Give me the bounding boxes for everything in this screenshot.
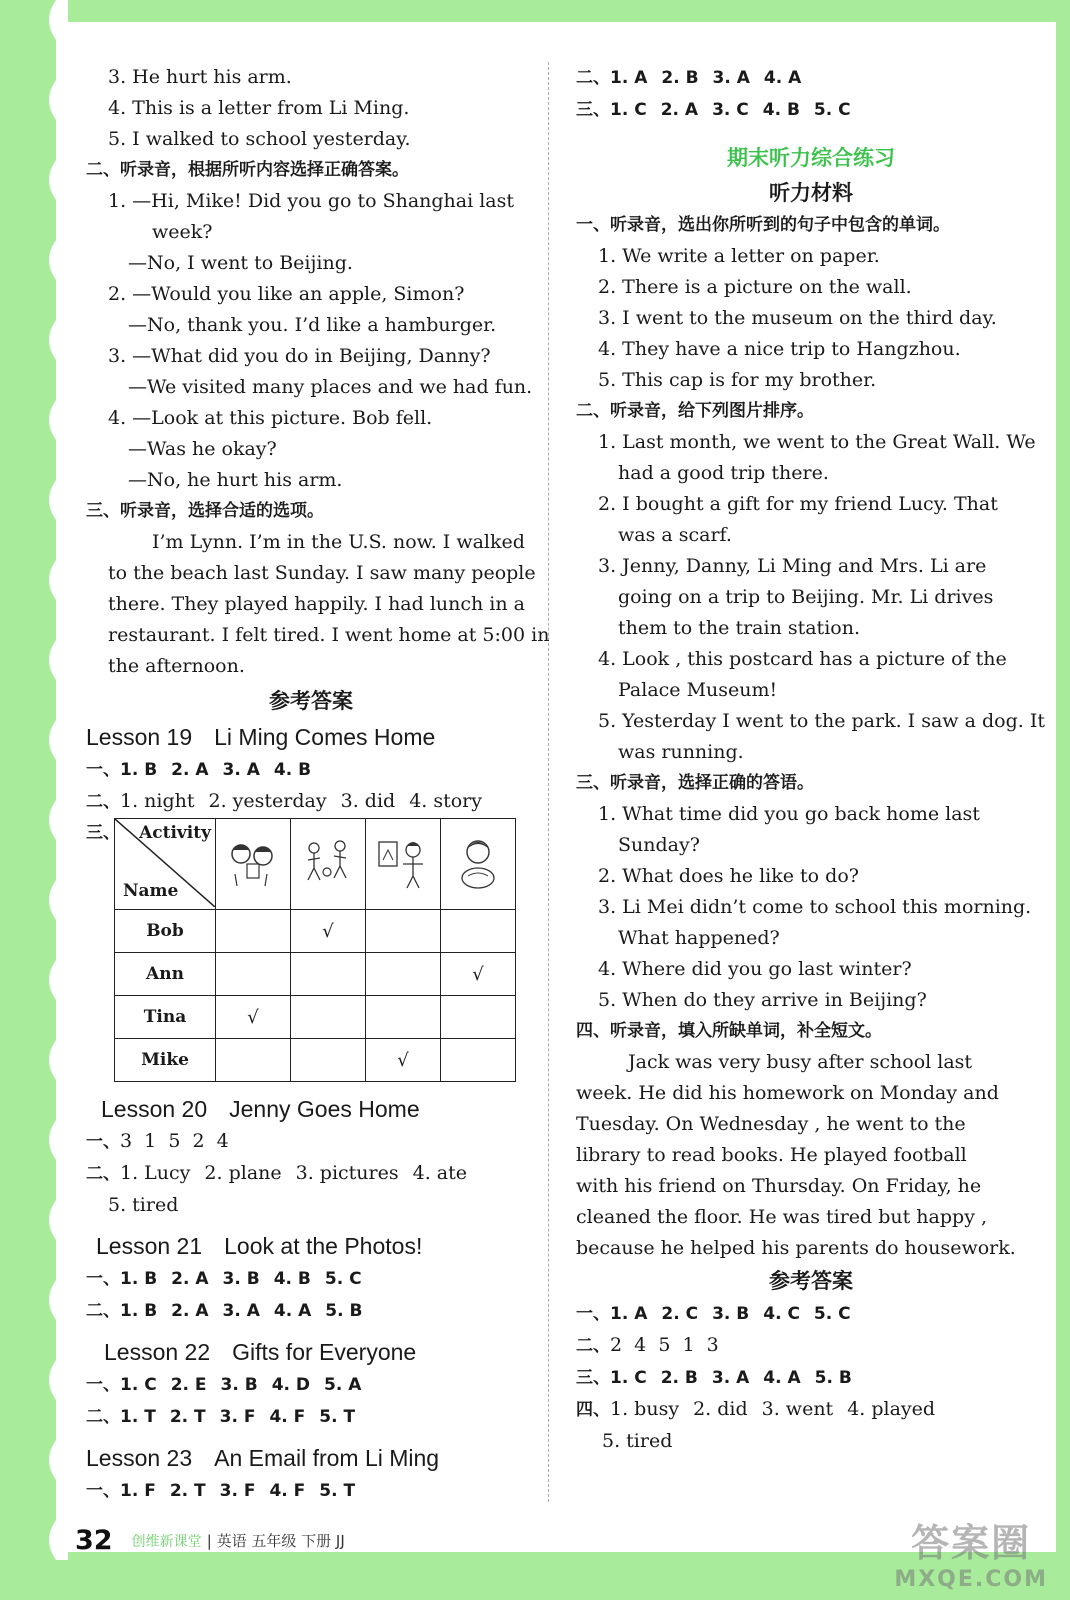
answer: 1. B xyxy=(120,1301,158,1321)
table-header-corner xyxy=(115,819,216,910)
answer: 2. yesterday xyxy=(208,790,327,812)
text-line: 1. —Hi, Mike! Did you go to Shanghai last xyxy=(108,190,515,212)
text-line: 5. Yesterday I went to the park. I saw a dog. It xyxy=(598,710,1045,732)
answer: 4. B xyxy=(273,1269,311,1289)
answer: 5. B xyxy=(814,1368,852,1388)
answer: 2. E xyxy=(170,1375,207,1395)
answer-line xyxy=(86,786,536,818)
lesson-number: Lesson 21 xyxy=(96,1233,203,1259)
answer: 5. B xyxy=(325,1301,363,1321)
text-line: 1. What time did you go back home last xyxy=(598,803,980,825)
text-line: 3. Jenny, Danny, Li Ming and Mrs. Li are xyxy=(598,555,987,577)
answer-line xyxy=(576,62,1046,94)
answer: 5. T xyxy=(319,1481,356,1501)
check-cell: √ xyxy=(216,996,291,1039)
check-cell: √ xyxy=(366,1039,441,1082)
answer-line xyxy=(576,1298,1046,1330)
answer: 4. played xyxy=(847,1398,936,1420)
answer: 3. F xyxy=(219,1407,256,1427)
lesson-number: Lesson 19 xyxy=(86,724,193,750)
answer-line xyxy=(576,1394,1046,1426)
text-line: —We visited many places and we had fun. xyxy=(128,376,533,398)
lesson-19-title xyxy=(86,720,536,754)
passage-line: to the beach last Sunday. I saw many people xyxy=(108,562,536,584)
activity-table-wrap xyxy=(86,818,536,1082)
passage-line: week. He did his homework on Monday and xyxy=(576,1082,999,1104)
column-header-activity: Activity xyxy=(139,823,211,843)
check-cell xyxy=(291,1039,366,1082)
section-heading: 一、听录音，选出你所听到的句子中包含的单词。 xyxy=(576,215,950,235)
answer: 3. A xyxy=(222,760,260,780)
answer-label: 二、 xyxy=(86,1407,120,1427)
answer-line xyxy=(86,1295,536,1327)
answer: 2. C xyxy=(661,1304,699,1324)
text-line: —Was he okay? xyxy=(128,438,277,460)
activity-picture-1 xyxy=(216,819,291,910)
text-line: 4. They have a nice trip to Hangzhou. xyxy=(598,338,961,360)
brand-name: 创维新课堂 xyxy=(131,1533,202,1550)
text-line: 4. Where did you go last winter? xyxy=(598,958,912,980)
text-line: going on a trip to Beijing. Mr. Li drives xyxy=(618,586,994,608)
answer-label: 三、 xyxy=(576,100,610,120)
activity-picture-2 xyxy=(291,819,366,910)
check-cell xyxy=(441,996,516,1039)
text-line: —No, thank you. I’d like a hamburger. xyxy=(128,314,497,336)
answer: 2 4 5 1 3 xyxy=(610,1334,719,1356)
answer: 3. F xyxy=(219,1481,256,1501)
text-line: 3. Li Mei didn’t come to school this morning. xyxy=(598,896,1032,918)
text-line: —No, I went to Beijing. xyxy=(128,252,353,274)
answer: 5. T xyxy=(319,1407,356,1427)
answer-label: 二、 xyxy=(576,1336,610,1356)
section-heading: 三、听录音，选择正确的答语。 xyxy=(576,773,814,793)
answer-line xyxy=(86,1401,536,1433)
answer: 1. B xyxy=(120,1269,158,1289)
table-row xyxy=(115,996,516,1039)
section-heading: 四、听录音，填入所缺单词，补全短文。 xyxy=(576,1021,882,1041)
row-name: Bob xyxy=(115,910,216,953)
answer-line xyxy=(86,1126,536,1158)
row-name: Tina xyxy=(115,996,216,1039)
lesson-name: An Email from Li Ming xyxy=(214,1445,440,1471)
answer-label: 一、 xyxy=(86,760,120,780)
lesson-number: Lesson 22 xyxy=(104,1339,211,1365)
text-line: was a scarf. xyxy=(618,524,732,546)
activity-table xyxy=(114,818,516,1082)
answer: 1. A xyxy=(610,68,648,88)
answer: 2. A xyxy=(171,1301,209,1321)
answer: 3. B xyxy=(712,1304,750,1324)
answer-label: 三、 xyxy=(86,823,120,843)
answer-line xyxy=(86,1190,536,1221)
site-watermark xyxy=(894,1512,1048,1592)
check-cell xyxy=(441,910,516,953)
text-line: 2. I bought a gift for my friend Lucy. That xyxy=(598,493,998,515)
answer: 3. A xyxy=(712,68,750,88)
answer-label: 四、 xyxy=(576,1400,610,1420)
answers-title: 参考答案 xyxy=(769,1269,853,1293)
answer: 1. C xyxy=(120,1375,157,1395)
answer: 4. A xyxy=(763,1368,801,1388)
answer: 1. B xyxy=(120,760,158,780)
text-line: 5. I walked to school yesterday. xyxy=(108,128,411,150)
check-cell xyxy=(291,996,366,1039)
answer: 5. tired xyxy=(108,1194,179,1216)
answer: 4. story xyxy=(409,790,482,812)
passage-line: library to read books. He played football xyxy=(576,1144,967,1166)
kids-playing-icon xyxy=(298,832,358,892)
girl-singing-icon xyxy=(448,832,508,892)
answer-line xyxy=(576,1362,1046,1394)
answer: 5. C xyxy=(324,1269,362,1289)
section-heading: 二、听录音，根据所听内容选择正确答案。 xyxy=(86,160,409,180)
answer: 4. ate xyxy=(412,1162,467,1184)
text-line: them to the train station. xyxy=(618,617,860,639)
answer-line xyxy=(576,94,1046,126)
answer: 5. C xyxy=(813,100,851,120)
answer-label: 一、 xyxy=(86,1269,120,1289)
answer-label: 三、 xyxy=(576,1368,610,1388)
answer: 1. A xyxy=(610,1304,648,1324)
answer-label: 二、 xyxy=(86,1164,120,1184)
answer: 2. plane xyxy=(204,1162,282,1184)
column-divider xyxy=(548,62,549,1502)
text-line: 4. This is a letter from Li Ming. xyxy=(108,97,410,119)
answer-line xyxy=(86,1263,536,1295)
answer: 4. C xyxy=(763,1304,800,1324)
answer-label: 一、 xyxy=(86,1132,120,1152)
check-cell xyxy=(216,1039,291,1082)
answer: 1. C xyxy=(610,100,647,120)
answer-line xyxy=(576,1426,1046,1457)
answer-label: 一、 xyxy=(86,1481,120,1501)
answer-line xyxy=(86,1475,536,1507)
text-line: was running. xyxy=(618,741,744,763)
right-column xyxy=(576,62,1046,1457)
text-line: —No, he hurt his arm. xyxy=(128,469,343,491)
passage-line: Jack was very busy after school last xyxy=(628,1051,973,1073)
answer: 2. T xyxy=(169,1407,206,1427)
answer: 1. F xyxy=(120,1481,156,1501)
row-name: Mike xyxy=(115,1039,216,1082)
lesson-name: Gifts for Everyone xyxy=(232,1339,417,1365)
check-cell xyxy=(291,953,366,996)
text-line: 3. He hurt his arm. xyxy=(108,66,292,88)
answer: 3. A xyxy=(711,1368,750,1388)
check-cell xyxy=(441,1039,516,1082)
answer: 1. Lucy xyxy=(120,1162,191,1184)
text-line: 3. —What did you do in Beijing, Danny? xyxy=(108,345,491,367)
answer: 2. A xyxy=(171,1269,209,1289)
answer: 1. T xyxy=(120,1407,156,1427)
activity-picture-4 xyxy=(441,819,516,910)
answer-line xyxy=(86,1158,536,1190)
watermark-line1: 答案圈 xyxy=(911,1521,1032,1565)
left-column xyxy=(86,62,550,1507)
answer: 2. B xyxy=(660,1368,698,1388)
answer: 5. tired xyxy=(602,1430,673,1452)
answer: 5. C xyxy=(813,1304,851,1324)
text-line: 4. Look , this postcard has a picture of the xyxy=(598,648,1007,670)
watermark-line2: MXQE.COM xyxy=(894,1567,1048,1592)
passage-line: Tuesday. On Wednesday , he went to the xyxy=(576,1113,966,1135)
text-line: 2. There is a picture on the wall. xyxy=(598,276,912,298)
answer-label: 二、 xyxy=(86,792,120,812)
answer: 2. A xyxy=(660,100,699,120)
text-line: 1. We write a letter on paper. xyxy=(598,245,880,267)
answer: 3 1 5 2 4 xyxy=(120,1130,229,1152)
table-row xyxy=(115,1039,516,1082)
row-header-name: Name xyxy=(123,881,179,901)
check-cell xyxy=(366,910,441,953)
text-line: 4. —Look at this picture. Bob fell. xyxy=(108,407,433,429)
kids-reading-icon xyxy=(223,832,283,892)
page-footer xyxy=(75,1525,345,1556)
answer-label: 二、 xyxy=(86,1301,120,1321)
answer: 3. C xyxy=(712,100,749,120)
answer: 3. B xyxy=(222,1269,260,1289)
book-meta-text: 英语 五年级 下册 JJ xyxy=(216,1532,345,1550)
text-line: Sunday? xyxy=(618,834,700,856)
answer: 3. went xyxy=(761,1398,834,1420)
text-line: 2. What does he like to do? xyxy=(598,865,859,887)
answer-label: 一、 xyxy=(576,1304,610,1324)
section-green-title: 期末听力综合练习 xyxy=(727,146,895,170)
answer: 1. busy xyxy=(610,1398,680,1420)
lesson-number: Lesson 23 xyxy=(86,1445,193,1471)
section-heading: 三、听录音，选择合适的选项。 xyxy=(86,501,324,521)
text-line: 3. I went to the museum on the third day. xyxy=(598,307,997,329)
answer: 3. pictures xyxy=(295,1162,399,1184)
check-cell xyxy=(366,953,441,996)
text-line: What happened? xyxy=(618,927,780,949)
answer: 4. A xyxy=(273,1301,312,1321)
answer-line xyxy=(86,754,536,786)
answer: 4. B xyxy=(273,760,312,780)
answer: 1. C xyxy=(610,1368,647,1388)
listening-material-title: 听力材料 xyxy=(769,181,853,205)
passage-line: cleaned the floor. He was tired but happy , xyxy=(576,1206,988,1228)
answer: 3. A xyxy=(222,1301,260,1321)
answer: 2. A xyxy=(171,760,209,780)
table-row xyxy=(115,953,516,996)
lesson-name: Look at the Photos! xyxy=(224,1233,423,1259)
check-cell: √ xyxy=(291,910,366,953)
section-heading: 二、听录音，给下列图片排序。 xyxy=(576,401,814,421)
answer: 3. did xyxy=(340,790,396,812)
answer-label: 一、 xyxy=(86,1375,120,1395)
answer: 3. B xyxy=(220,1375,258,1395)
text-line: had a good trip there. xyxy=(618,462,829,484)
answer: 4. A xyxy=(763,68,802,88)
kid-painting-icon xyxy=(373,832,433,892)
text-line: 5. When do they arrive in Beijing? xyxy=(598,989,927,1011)
answer: 2. did xyxy=(693,1398,748,1420)
answer: 4. F xyxy=(269,1481,306,1501)
check-cell xyxy=(366,996,441,1039)
answer: 2. B xyxy=(661,68,699,88)
answer-line xyxy=(86,1369,536,1401)
answer: 4. B xyxy=(762,100,800,120)
passage-line: there. They played happily. I had lunch in a xyxy=(108,593,525,615)
passage-line: the afternoon. xyxy=(108,655,245,677)
book-meta: | 英语 五年级 下册 JJ xyxy=(206,1532,345,1550)
text-line: week? xyxy=(152,221,213,243)
text-line: 5. This cap is for my brother. xyxy=(598,369,877,391)
text-line: 2. —Would you like an apple, Simon? xyxy=(108,283,465,305)
page xyxy=(56,22,1056,1552)
lesson-20-title xyxy=(86,1092,536,1126)
lesson-name: Li Ming Comes Home xyxy=(214,724,436,750)
lesson-23-title xyxy=(86,1441,536,1475)
activity-picture-3 xyxy=(366,819,441,910)
row-name: Ann xyxy=(115,953,216,996)
table-row xyxy=(115,910,516,953)
page-number: 32 xyxy=(75,1525,113,1556)
passage-line: because he helped his parents do housework. xyxy=(576,1237,1016,1259)
check-cell: √ xyxy=(441,953,516,996)
answer: 4. F xyxy=(269,1407,306,1427)
lesson-22-title xyxy=(86,1335,536,1369)
answer-label: 二、 xyxy=(576,68,610,88)
lesson-name: Jenny Goes Home xyxy=(229,1096,420,1122)
answer: 4. D xyxy=(271,1375,311,1395)
answers-title: 参考答案 xyxy=(269,689,353,713)
answer: 1. night xyxy=(120,790,195,812)
answer: 5. A xyxy=(324,1375,362,1395)
text-line: 1. Last month, we went to the Great Wall. We xyxy=(598,431,1036,453)
check-cell xyxy=(216,953,291,996)
text-line: Palace Museum! xyxy=(618,679,778,701)
lesson-21-title xyxy=(86,1229,536,1263)
passage-line: restaurant. I felt tired. I went home at 5:00 in xyxy=(108,624,550,646)
answer: 2. T xyxy=(169,1481,206,1501)
answer-line xyxy=(576,1330,1046,1362)
passage-line: I’m Lynn. I’m in the U.S. now. I walked xyxy=(152,531,525,553)
passage-line: with his friend on Thursday. On Friday, he xyxy=(576,1175,982,1197)
lesson-number: Lesson 20 xyxy=(101,1096,208,1122)
check-cell xyxy=(216,910,291,953)
